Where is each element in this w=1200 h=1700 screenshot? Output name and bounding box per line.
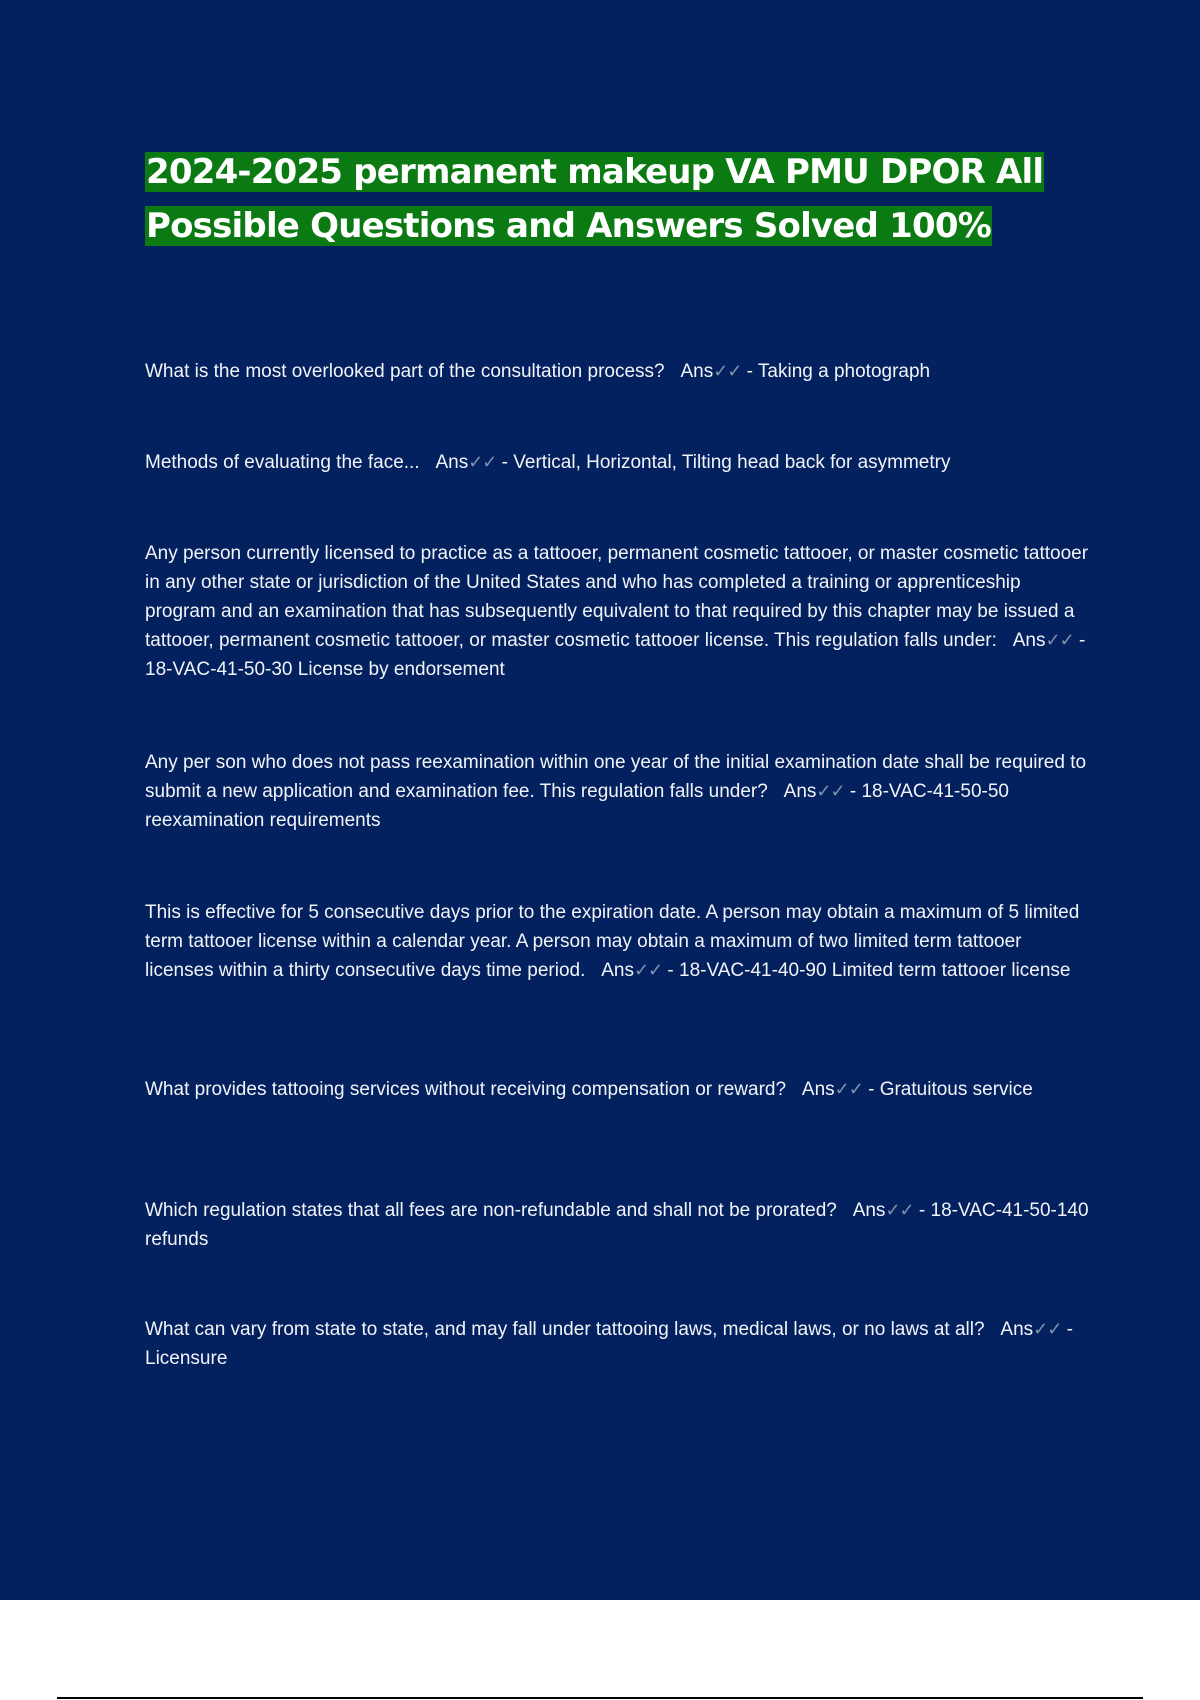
qa-item: Any person currently licensed to practice as a tattooer, permanent cosmetic tattooer, or master cosmetic tattooer in any other state or jurisdiction of the United States and who has completed a training or apprenticeship program and an examination that has subsequently equivalent to that required by this chapter may be issued a tattooer, permanent cosmetic tattooer, or master cosmetic tattooer license. This regulation falls under: Ans✓✓ - 18-VAC-41-50-30 License by endorsement — [145, 543, 1089, 680]
qa-item: This is effective for 5 consecutive days prior to the expiration date. A person may obtain a maximum of 5 limited term tattooer license within a calendar year. A person may obtain a maximum of two limited term tattooer licenses within a thirty consecutive days time period. Ans✓✓ - 18-VAC-41-40-90 Limited term tattooer license — [145, 902, 1080, 981]
answer-label: Ans — [852, 1200, 886, 1221]
question-text: Methods of evaluating the face... — [145, 452, 420, 473]
double-check-icon: ✓✓ — [713, 361, 742, 381]
double-check-icon: ✓✓ — [816, 781, 845, 801]
qa-item: What provides tattooing services without receiving compensation or reward? Ans✓✓ - Gratuitous service — [145, 1079, 1033, 1100]
answer-label: Ans — [601, 960, 634, 981]
question-text: What provides tattooing services without receiving compensation or reward? — [145, 1079, 787, 1100]
answer-label: Ans — [1012, 630, 1046, 651]
double-check-icon: ✓✓ — [834, 1079, 863, 1099]
answer-text: 18-VAC-41-50-50 reexamination requirements — [145, 781, 1009, 831]
answer-text: Vertical, Horizontal, Tilting head back for asymmetry — [513, 452, 951, 473]
double-check-icon: ✓✓ — [468, 452, 497, 472]
answer-text: 18-VAC-41-40-90 Limited term tattooer license — [679, 960, 1071, 981]
answer-text: Taking a photograph — [757, 361, 931, 382]
qa-item: What can vary from state to state, and may fall under tattooing laws, medical laws, or no laws at all? Ans✓✓ - Licensure — [145, 1319, 1073, 1369]
answer-text: 18-VAC-41-50-30 License by endorsement — [145, 659, 505, 680]
question-text: Any per son who does not pass reexamination within one year of the initial examination date shall be required to submit a new application and examination fee. This regulation falls under? — [145, 752, 1087, 802]
double-check-icon: ✓✓ — [885, 1200, 914, 1220]
double-check-icon: ✓✓ — [1045, 630, 1074, 650]
question-text: What is the most overlooked part of the consultation process? — [145, 361, 665, 382]
question-text: Any person currently licensed to practice as a tattooer, permanent cosmetic tattooer, or master cosmetic tattooer in any other state or jurisdiction of the United States and who has completed a training or apprenticeship program and an examination that has subsequently equivalent to that required by this chapter may be issued a tattooer, permanent cosmetic tattooer, or master cosmetic tattooer license. This regulation falls under: — [145, 543, 1089, 651]
answer-text: Licensure — [145, 1348, 228, 1369]
answer-label: Ans — [801, 1079, 835, 1100]
answer-label: Ans — [783, 781, 817, 802]
question-text: What can vary from state to state, and may fall under tattooing laws, medical laws, or no laws at all? — [145, 1319, 985, 1340]
qa-item: Any per son who does not pass reexamination within one year of the initial examination date shall be required to submit a new application and examination fee. This regulation falls under? Ans✓✓ - 18-VAC-41-50-50 reexamination requirements — [145, 752, 1087, 831]
question-text: Which regulation states that all fees are non-refundable and shall not be prorated? — [145, 1200, 837, 1221]
answer-text: Gratuitous service — [879, 1079, 1033, 1100]
footer-divider — [57, 1697, 1143, 1699]
answer-label: Ans — [680, 361, 714, 382]
qa-item: Which regulation states that all fees are non-refundable and shall not be prorated? Ans✓✓ - 18-VAC-41-50-140 refunds — [145, 1200, 1089, 1250]
double-check-icon: ✓✓ — [633, 960, 663, 980]
document-title — [145, 145, 1045, 253]
qa-item: What is the most overlooked part of the consultation process? Ans✓✓ - Taking a photograph — [145, 361, 931, 382]
qa-item: Methods of evaluating the face... Ans✓✓ - Vertical, Horizontal, Tilting head back for asymmetry — [145, 452, 951, 473]
answer-text: 18-VAC-41-50-140 refunds — [145, 1200, 1089, 1250]
question-text: This is effective for 5 consecutive days prior to the expiration date. A person may obtain a maximum of 5 limited term tattooer license within a calendar year. A person may obtain a maximum of two limited term tattooer licenses within a thirty consecutive days time period. — [145, 902, 1080, 981]
answer-label: Ans — [1000, 1319, 1034, 1340]
answer-label: Ans — [435, 452, 469, 473]
document-title-text: 2024-2025 permanent makeup VA PMU DPOR All Possible Questions and Answers Solved 100% — [146, 152, 1044, 246]
double-check-icon: ✓✓ — [1033, 1319, 1062, 1339]
